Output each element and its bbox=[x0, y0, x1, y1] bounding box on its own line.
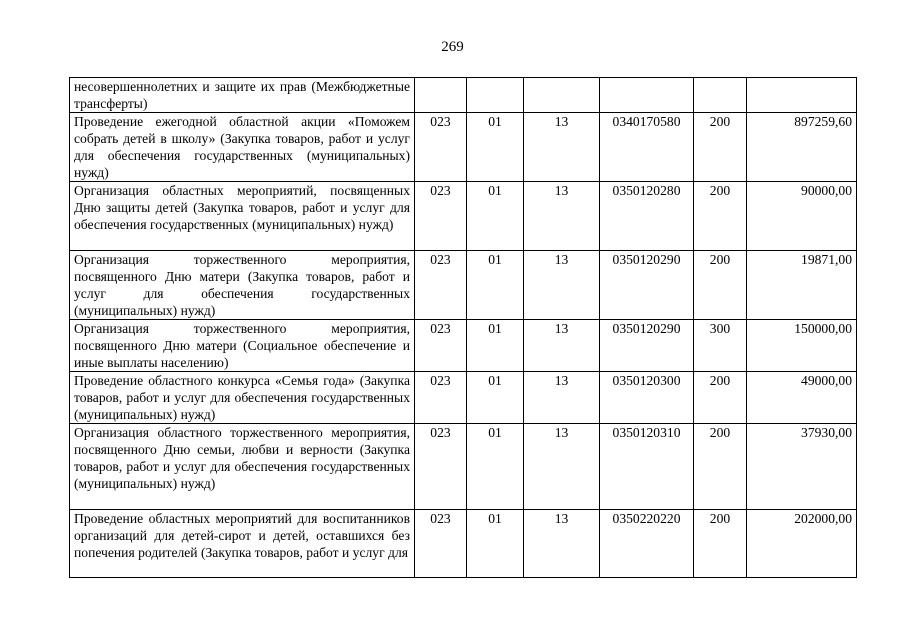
target-article-cell bbox=[600, 78, 694, 113]
section-code-cell: 01 bbox=[467, 510, 524, 578]
description-cell: Организация торжественного мероприятия, посвященного Дню матери (Социальное обеспечение и иные выплаты населению) bbox=[70, 320, 415, 372]
description-cell: Проведение областного конкурса «Семья года» (Закупка товаров, работ и услуг для обеспечения государственных (муниципальных) нужд) bbox=[70, 372, 415, 424]
expense-type-cell: 200 bbox=[694, 510, 747, 578]
table-row bbox=[70, 182, 857, 251]
subsection-code-cell: 13 bbox=[524, 372, 600, 424]
ministry-code-cell: 023 bbox=[415, 251, 467, 320]
amount-cell: 90000,00 bbox=[747, 182, 857, 251]
section-code-cell: 01 bbox=[467, 251, 524, 320]
table-row bbox=[70, 113, 857, 182]
section-code-cell: 01 bbox=[467, 182, 524, 251]
description-cell: Организация областных мероприятий, посвященных Дню защиты детей (Закупка товаров, работ и услуг для обеспечения государственных (муниципальных) нужд) bbox=[70, 182, 415, 251]
amount-cell: 202000,00 bbox=[747, 510, 857, 578]
expense-type-cell: 200 bbox=[694, 424, 747, 510]
target-article-cell: 0340170580 bbox=[600, 113, 694, 182]
section-code-cell: 01 bbox=[467, 320, 524, 372]
subsection-code-cell: 13 bbox=[524, 251, 600, 320]
expense-type-cell: 200 bbox=[694, 113, 747, 182]
target-article-cell: 0350120290 bbox=[600, 251, 694, 320]
target-article-cell: 0350120280 bbox=[600, 182, 694, 251]
description-cell: Проведение ежегодной областной акции «Поможем собрать детей в школу» (Закупка товаров, работ и услуг для обеспечения государственных (муниципальных) нужд) bbox=[70, 113, 415, 182]
subsection-code-cell: 13 bbox=[524, 424, 600, 510]
amount-cell: 37930,00 bbox=[747, 424, 857, 510]
section-code-cell: 01 bbox=[467, 424, 524, 510]
amount-cell bbox=[747, 78, 857, 113]
amount-cell: 897259,60 bbox=[747, 113, 857, 182]
budget-table-body bbox=[70, 78, 857, 578]
subsection-code-cell: 13 bbox=[524, 320, 600, 372]
table-row bbox=[70, 78, 857, 113]
description-cell: Организация областного торжественного мероприятия, посвященного Дню семьи, любви и верности (Закупка товаров, работ и услуг для обеспечения государственных (муниципальных) нужд) bbox=[70, 424, 415, 510]
amount-cell: 150000,00 bbox=[747, 320, 857, 372]
description-cell: Организация торжественного мероприятия, посвященного Дню матери (Закупка товаров, работ и услуг для обеспечения государственных (муниципальных) нужд) bbox=[70, 251, 415, 320]
table-row bbox=[70, 510, 857, 578]
table-row bbox=[70, 320, 857, 372]
table-row bbox=[70, 251, 857, 320]
section-code-cell: 01 bbox=[467, 372, 524, 424]
subsection-code-cell: 13 bbox=[524, 182, 600, 251]
ministry-code-cell: 023 bbox=[415, 424, 467, 510]
description-cell: несовершеннолетних и защите их прав (Межбюджетные трансферты) bbox=[70, 78, 415, 113]
ministry-code-cell: 023 bbox=[415, 182, 467, 251]
subsection-code-cell: 13 bbox=[524, 113, 600, 182]
table-row bbox=[70, 372, 857, 424]
amount-cell: 19871,00 bbox=[747, 251, 857, 320]
section-code-cell: 01 bbox=[467, 113, 524, 182]
subsection-code-cell: 13 bbox=[524, 510, 600, 578]
target-article-cell: 0350120310 bbox=[600, 424, 694, 510]
target-article-cell: 0350220220 bbox=[600, 510, 694, 578]
ministry-code-cell: 023 bbox=[415, 372, 467, 424]
ministry-code-cell: 023 bbox=[415, 320, 467, 372]
subsection-code-cell bbox=[524, 78, 600, 113]
target-article-cell: 0350120300 bbox=[600, 372, 694, 424]
expense-type-cell: 200 bbox=[694, 372, 747, 424]
page-number: 269 bbox=[441, 39, 464, 55]
expense-type-cell: 200 bbox=[694, 182, 747, 251]
ministry-code-cell: 023 bbox=[415, 113, 467, 182]
expense-type-cell: 300 bbox=[694, 320, 747, 372]
section-code-cell bbox=[467, 78, 524, 113]
description-cell: Проведение областных мероприятий для воспитанников организаций для детей-сирот и детей, оставшихся без попечения родителей (Закупка товаров, работ и услуг для bbox=[70, 510, 415, 578]
expense-type-cell: 200 bbox=[694, 251, 747, 320]
expense-type-cell bbox=[694, 78, 747, 113]
amount-cell: 49000,00 bbox=[747, 372, 857, 424]
ministry-code-cell bbox=[415, 78, 467, 113]
table-row bbox=[70, 424, 857, 510]
budget-table bbox=[69, 77, 857, 578]
target-article-cell: 0350120290 bbox=[600, 320, 694, 372]
ministry-code-cell: 023 bbox=[415, 510, 467, 578]
